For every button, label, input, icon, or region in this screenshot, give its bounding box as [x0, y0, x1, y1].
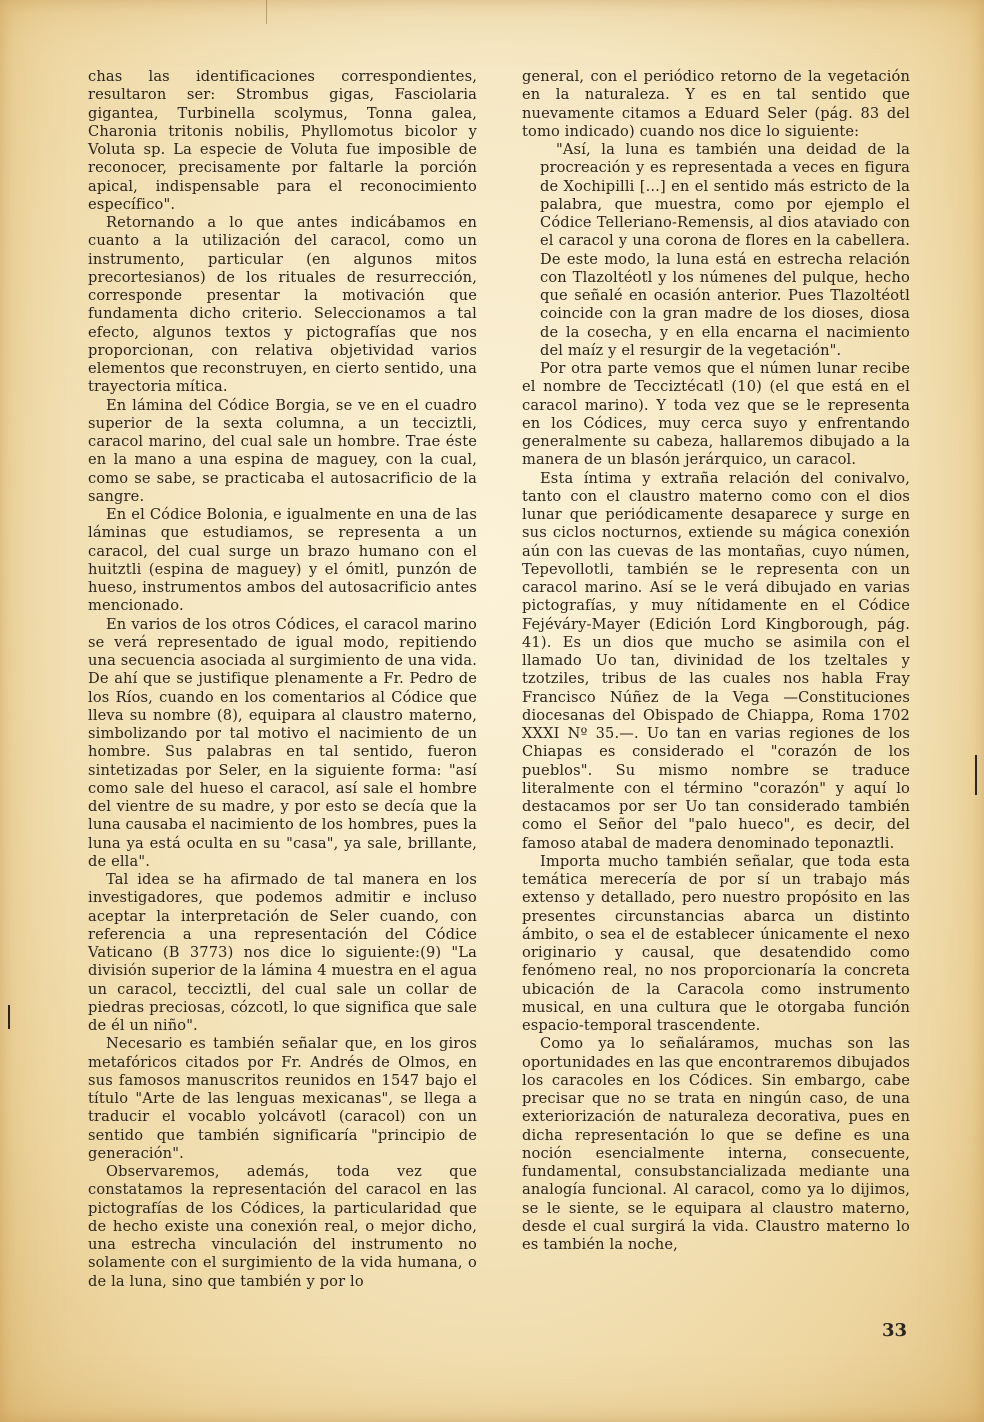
paragraph: En varios de los otros Códices, el caracol marino se verá representado de igual modo, repitiendo una secuencia asociada al surgimiento de una vida. De ahí que se justifique plenamente a Fr. Pedro de los Ríos, cuando en los comentarios al Códice que lleva su nombre (8), equipara al claustro materno, simbolizando por tal motivo el nacimiento de un hombre. Sus palabras en tal sentido, fueron sintetizadas por Seler, en la siguiente forma: "así como sale del hueso el caracol, así sale el hombre del vientre de su madre, y por esto se decía que la luna causaba el nacimiento de los hombres, pues la luna ya está oculta en su "casa", ya sale, brillante, de ella".: [88, 615, 477, 870]
paragraph: Tal idea se ha afirmado de tal manera en los investigadores, que podemos admitir e incluso aceptar la interpretación de Seler cuando, con referencia a una representación del Códice Vaticano (B 3773) nos dice lo siguiente:(9) "La división superior de la lámina 4 muestra en el agua un caracol, tecciztli, del cual sale un collar de piedras preciosas, cózcotl, lo que significa que sale de él un niño".: [88, 871, 477, 1034]
block-quote: "Así, la luna es también una deidad de la procreación y es representada a veces en figura de Xochipilli [...] en el sentido más estricto de la palabra, que muestra, como por ejemplo el Códice Telleriano-Remensis, al dios ataviado con el caracol y una corona de flores en la cabellera. De este modo, la luna está en estrecha relación con Tlazoltéotl y los númenes del pulque, hecho que señalé en ocasión anterior. Pues Tlazoltéotl coincide con la gran madre de los dioses, diosa de la cosecha, y en ella encarna el nacimiento del maíz y el resurgir de la vegetación".: [540, 141, 910, 359]
paragraph: Como ya lo señaláramos, muchas son las oportunidades en las que encontraremos dibujados los caracoles en los Códices. Sin embargo, cabe precisar que no se trata en ningún caso, de una exteriorización de naturaleza decorativa, pues en dicha representación lo que se define es una noción esencialmente interna, consecuente, fundamental, consubstancializada mediante una analogía funcional. Al caracol, como ya lo dijimos, se le siente, se le equipara al claustro materno, desde el cual surgirá la vida. Claustro materno lo es también la noche,: [522, 1035, 910, 1253]
page-fold-mark: [266, 0, 281, 24]
paragraph: Por otra parte vemos que el númen lunar recibe el nombre de Tecciztécatl (10) (el que está en el caracol marino). Y toda vez que se le representa en los Códices, muy cerca suyo y enfrentando generalmente su cabeza, hallaremos dibujado a la manera de un blasón jerárquico, un caracol.: [522, 360, 910, 469]
paragraph: Retornando a lo que antes indicábamos en cuanto a la utilización del caracol, como un instrumento, particular (en algunos mitos precortesianos) de los rituales de resurrección, corresponde presentar la motivación que fundamenta dicho criterio. Seleccionamos a tal efecto, algunos textos y pictografías que nos proporcionan, con relativa objetividad varios elementos que reconstruyen, en cierto sentido, una trayectoria mítica.: [88, 214, 477, 396]
right-text-column: [522, 68, 910, 1254]
paragraph: En el Códice Bolonia, e igualmente en una de las láminas que estudiamos, se representa a un caracol, del cual surge un brazo humano con el huitztli (espina de maguey) y el ómitl, punzón de hueso, instrumentos ambos del autosacrificio antes mencionado.: [88, 506, 477, 615]
paragraph: Esta íntima y extraña relación del conivalvo, tanto con el claustro materno como con el dios lunar que periódicamente desaparece y surge en sus ciclos nocturnos, extiende su mágica conexión aún con las cuevas de las montañas, cuyo númen, Tepevollotli, también se le representa con un caracol marino. Así se le verá dibujado en varias pictografías, y muy nítidamente en el Códice Fejéváry-Mayer (Edición Lord Kingborough, pág. 41). Es un dios que mucho se asimila con el llamado Uo tan, divinidad de los tzeltales y tzotziles, tribus de las cuales nos habla Fray Francisco Núñez de la Vega —Constituciones diocesanas del Obispado de Chiappa, Roma 1702 XXXI Nº 35.—. Uo tan en varias regiones de los Chiapas es considerado el "corazón de los pueblos". Su mismo nombre se traduce literalmente con el término "corazón" y aquí lo destacamos por ser Uo tan considerado también como el Señor del "palo hueco", es decir, del famoso atabal de madera denominado teponaztli.: [522, 469, 910, 852]
margin-mark: [975, 755, 977, 795]
left-text-column: [88, 68, 477, 1291]
page-number: 33: [882, 1320, 908, 1341]
paragraph: En lámina del Códice Borgia, se ve en el cuadro superior de la sexta columna, a un tecciztli, caracol marino, del cual sale un hombre. Trae éste en la mano a una espina de maguey, con la cual, como se sabe, se practicaba el autosacrificio de la sangre.: [88, 396, 477, 505]
paragraph: chas las identificaciones correspondientes, resultaron ser: Strombus gigas, Fasciolaria gigantea, Turbinella scolymus, Tonna galea, Charonia tritonis nobilis, Phyllomotus bicolor y Voluta sp. La especie de Voluta fue imposible de reconocer, precisamente por faltarle la porción apical, indispensable para el reconocimiento específico".: [88, 68, 477, 213]
margin-mark: [8, 1005, 10, 1029]
paragraph: Observaremos, además, toda vez que constatamos la representación del caracol en las pictografías de los Códices, la particularidad que de hecho existe una conexión real, o mejor dicho, una estrecha vinculación del instrumento no solamente con el surgimiento de la vida humana, o de la luna, sino que también y por lo: [88, 1163, 477, 1290]
paragraph: Importa mucho también señalar, que toda esta temática merecería de por sí un trabajo más extenso y detallado, pero nuestro propósito en las presentes circunstancias abarca un distinto ámbito, o sea el de establecer únicamente el nexo originario y causal, que desatendido como fenómeno real, no nos proporcionaría la concreta ubicación de la Caracola como instrumento musical, en una cultura que le otorgaba función espacio-temporal trascendente.: [522, 852, 910, 1034]
paragraph: general, con el periódico retorno de la vegetación en la naturaleza. Y es en tal sentido que nuevamente citamos a Eduard Seler (pág. 83 del tomo indicado) cuando nos dice lo siguiente:: [522, 68, 910, 140]
paragraph: Necesario es también señalar que, en los giros metafóricos citados por Fr. Andrés de Olmos, en sus famosos manuscritos reunidos en 1547 bajo el título "Arte de las lenguas mexicanas", se llega a traducir el vocablo yolcávotl (caracol) con un sentido que también significaría "principio de generación".: [88, 1035, 477, 1162]
